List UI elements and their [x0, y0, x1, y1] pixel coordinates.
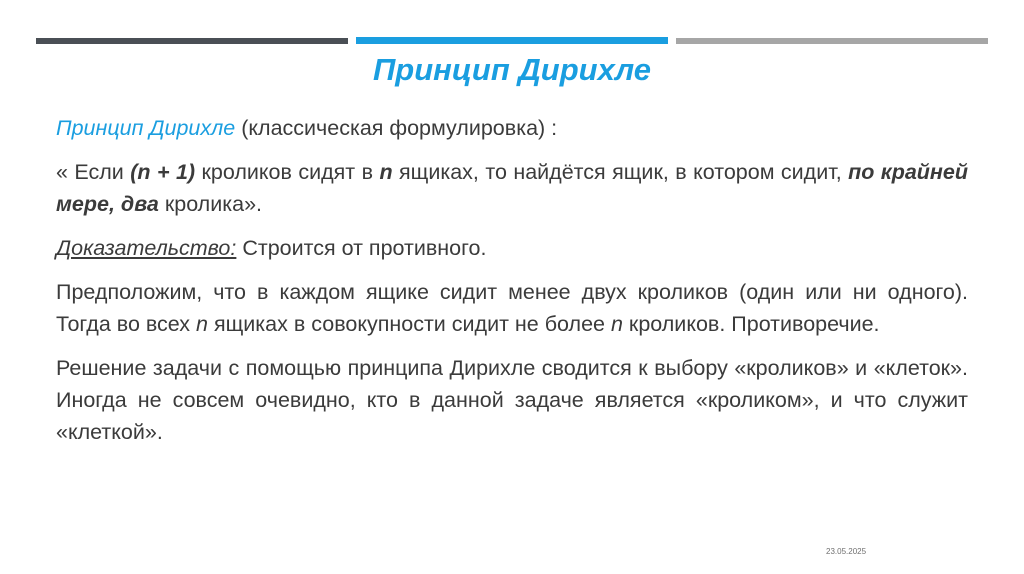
slide-title: Принцип Дирихле [373, 52, 651, 87]
top-bar-gray [676, 38, 988, 44]
intro-rest: классическая формулировка) : [248, 116, 558, 140]
assume-text-1: Предположим, что в каждом ящике сидит менее двух кроликов (один или ни одного). Тогда во всех [56, 280, 968, 336]
proof-label: Доказательство: [56, 236, 237, 260]
top-bar-accent [356, 37, 668, 44]
assume-var-2: n [610, 312, 623, 336]
statement-text-1: « Если [56, 160, 131, 184]
slide-date: 23.05.2025 [826, 547, 867, 556]
statement-text-2: кроликов сидят в [195, 160, 380, 184]
statement-text-4: кролика». [158, 192, 263, 216]
assume-text-3: кроликов. Противоречие. [622, 312, 880, 336]
proof-paragraph [56, 232, 968, 264]
intro-paren: ( [235, 116, 249, 140]
solution-paragraph: Решение задачи с помощью принципа Дирихле сводится к выбору «кроликов» и «клеток». Иногда не совсем очевидно, кто в данной задаче является «кроликом», и что служит «клеткой». [56, 356, 968, 444]
statement-emph-2: n [379, 160, 393, 184]
proof-text: Строится от противного. [236, 236, 487, 260]
statement-emph-3: по крайней мере, два [56, 160, 969, 216]
assumption-paragraph [56, 276, 968, 340]
intro-term: Принцип Дирихле [56, 116, 236, 140]
slide-body [56, 112, 968, 460]
assume-var-1: n [196, 312, 208, 336]
statement-paragraph [56, 156, 968, 220]
statement-emph-1: (n + 1) [130, 160, 196, 184]
statement-text-3: ящиках, то найдётся ящик, в котором сидит, [392, 160, 849, 184]
intro-paragraph [56, 112, 968, 144]
assume-text-2: ящиках в совокупности сидит не более [207, 312, 611, 336]
top-bar-dark [36, 38, 348, 44]
